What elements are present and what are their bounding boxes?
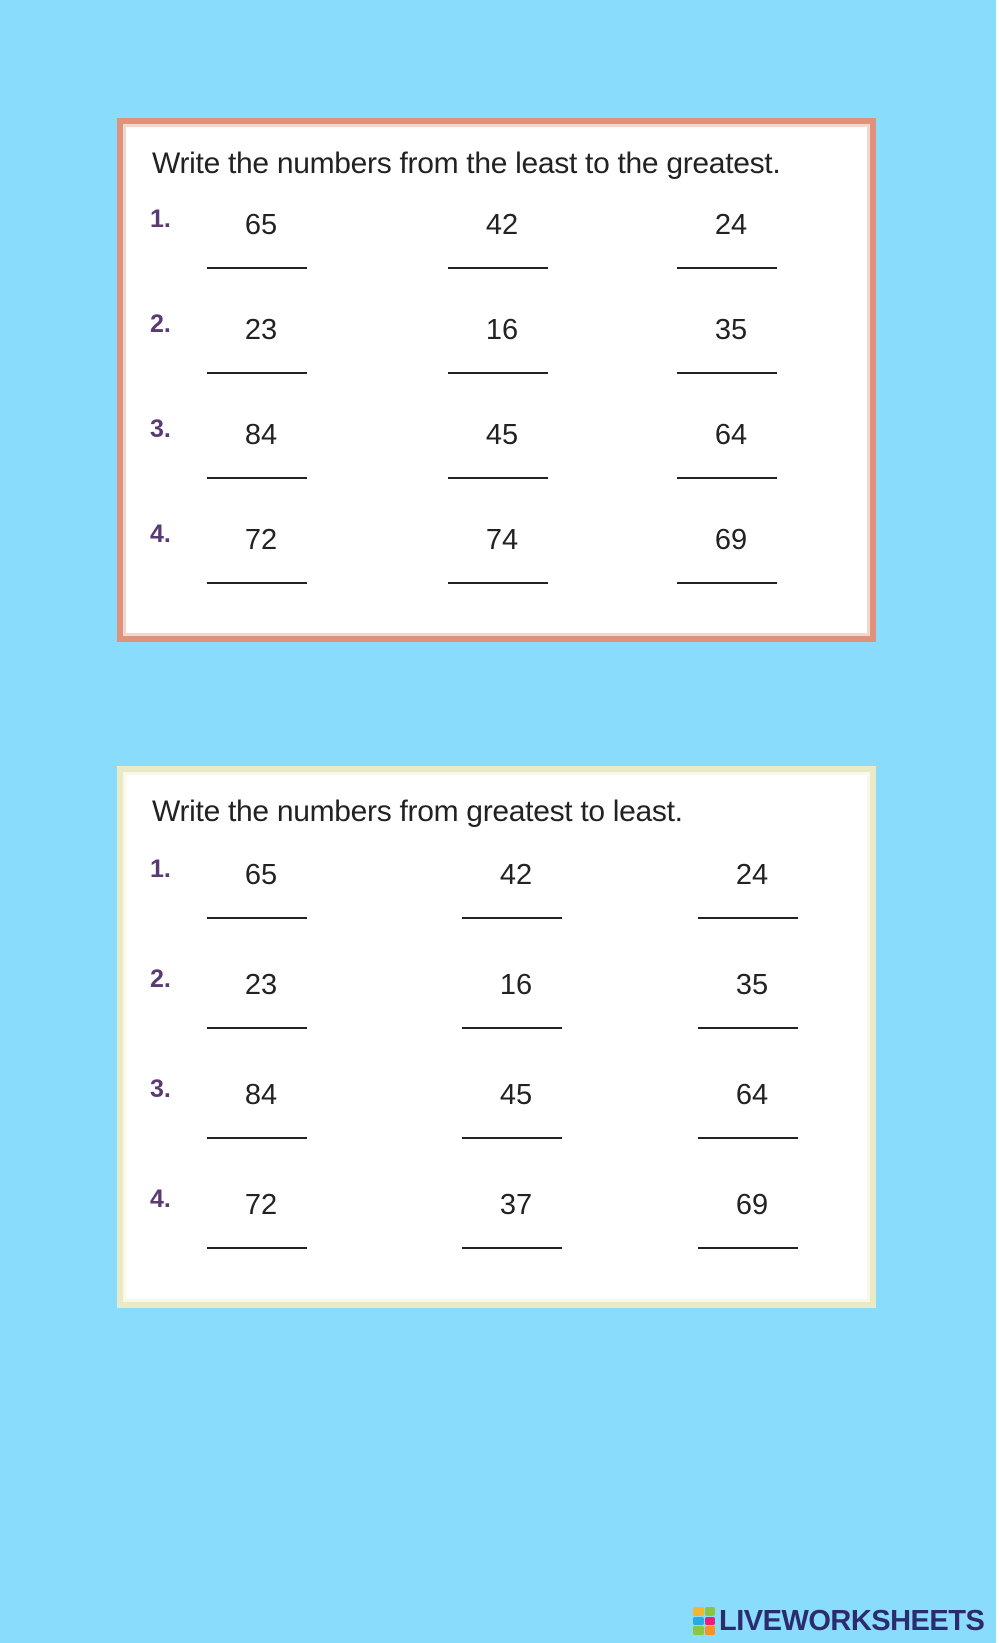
answer-blank[interactable] [698, 1027, 798, 1029]
number-value: 42 [485, 209, 519, 241]
number-value: 84 [244, 419, 278, 451]
answer-blank[interactable] [677, 267, 777, 269]
answer-blank[interactable] [207, 267, 307, 269]
answer-blank[interactable] [677, 477, 777, 479]
number-value: 35 [714, 314, 748, 346]
answer-blank[interactable] [448, 477, 548, 479]
number-cell [671, 205, 791, 245]
number-cell [201, 415, 321, 455]
row-number: 1. [150, 205, 171, 233]
number-value: 64 [735, 1079, 769, 1111]
answer-blank[interactable] [677, 372, 777, 374]
answer-blank[interactable] [207, 372, 307, 374]
number-value: 64 [714, 419, 748, 451]
number-cell [201, 1185, 321, 1225]
number-value: 23 [244, 314, 278, 346]
number-value: 16 [499, 969, 533, 1001]
answer-blank[interactable] [698, 1137, 798, 1139]
brand-name: LIVEWORKSHEETS [719, 1604, 985, 1637]
number-value: 35 [735, 969, 769, 1001]
number-cell [442, 205, 562, 245]
answer-blank[interactable] [207, 1137, 307, 1139]
number-cell [201, 205, 321, 245]
number-cell [692, 1075, 812, 1115]
number-cell [692, 1185, 812, 1225]
worksheet-least-to-greatest [117, 118, 876, 642]
exercise-row [126, 965, 867, 1065]
row-number: 2. [150, 965, 171, 993]
exercise-row [126, 855, 867, 955]
number-cell [692, 855, 812, 895]
number-cell [456, 1075, 576, 1115]
answer-blank[interactable] [462, 1247, 562, 1249]
exercise-row [126, 1185, 867, 1285]
number-cell [456, 1185, 576, 1225]
number-value: 45 [485, 419, 519, 451]
number-value: 42 [499, 859, 533, 891]
worksheet-title: Write the numbers from greatest to least. [152, 795, 683, 828]
number-value: 24 [714, 209, 748, 241]
number-cell [201, 855, 321, 895]
row-number: 3. [150, 1075, 171, 1103]
number-cell [201, 1075, 321, 1115]
number-cell [201, 520, 321, 560]
number-value: 84 [244, 1079, 278, 1111]
answer-blank[interactable] [698, 917, 798, 919]
number-cell [671, 520, 791, 560]
exercise-row [126, 520, 867, 620]
row-number: 2. [150, 310, 171, 338]
number-value: 72 [244, 1189, 278, 1221]
number-cell [692, 965, 812, 1005]
answer-blank[interactable] [448, 267, 548, 269]
answer-blank[interactable] [207, 582, 307, 584]
number-cell [442, 520, 562, 560]
answer-blank[interactable] [207, 1247, 307, 1249]
right-edge-strip [996, 0, 1000, 1643]
number-cell [442, 415, 562, 455]
worksheet-greatest-to-least [117, 766, 876, 1308]
row-number: 3. [150, 415, 171, 443]
number-value: 23 [244, 969, 278, 1001]
number-cell [456, 965, 576, 1005]
number-cell [201, 965, 321, 1005]
row-number: 4. [150, 1185, 171, 1213]
exercise-row [126, 415, 867, 515]
row-number: 4. [150, 520, 171, 548]
answer-blank[interactable] [207, 477, 307, 479]
number-value: 65 [244, 209, 278, 241]
number-value: 37 [499, 1189, 533, 1221]
number-cell [201, 310, 321, 350]
number-value: 72 [244, 524, 278, 556]
number-cell [456, 855, 576, 895]
answer-blank[interactable] [462, 1137, 562, 1139]
number-value: 65 [244, 859, 278, 891]
answer-blank[interactable] [448, 372, 548, 374]
liveworksheets-logo [693, 1605, 984, 1637]
number-value: 24 [735, 859, 769, 891]
number-value: 74 [485, 524, 519, 556]
number-cell [671, 415, 791, 455]
exercise-row [126, 310, 867, 410]
answer-blank[interactable] [207, 1027, 307, 1029]
number-value: 69 [714, 524, 748, 556]
logo-mark-icon [693, 1607, 715, 1635]
number-value: 45 [499, 1079, 533, 1111]
exercise-row [126, 205, 867, 305]
number-cell [671, 310, 791, 350]
exercise-row [126, 1075, 867, 1175]
worksheet-title: Write the numbers from the least to the greatest. [152, 147, 781, 180]
answer-blank[interactable] [448, 582, 548, 584]
number-cell [442, 310, 562, 350]
answer-blank[interactable] [677, 582, 777, 584]
number-value: 69 [735, 1189, 769, 1221]
answer-blank[interactable] [462, 917, 562, 919]
answer-blank[interactable] [207, 917, 307, 919]
number-value: 16 [485, 314, 519, 346]
row-number: 1. [150, 855, 171, 883]
answer-blank[interactable] [698, 1247, 798, 1249]
answer-blank[interactable] [462, 1027, 562, 1029]
